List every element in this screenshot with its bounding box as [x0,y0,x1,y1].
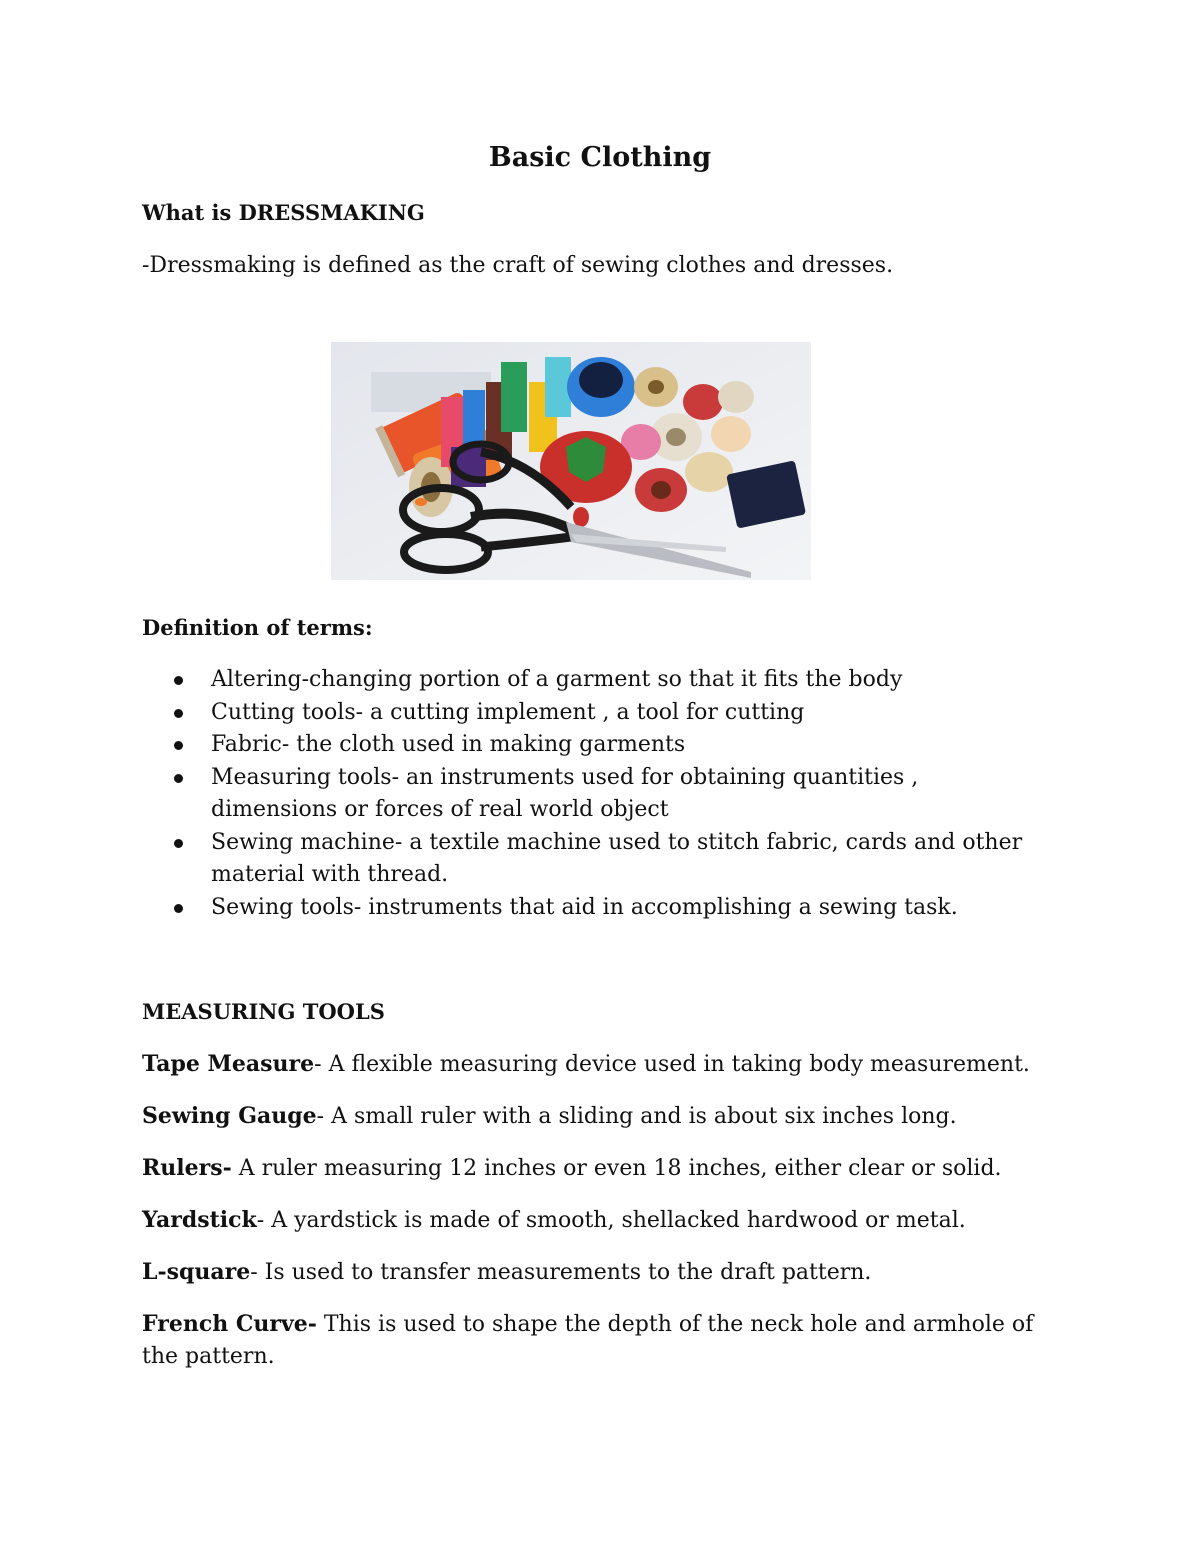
tool-entry-yardstick [142,1204,1072,1237]
tool-term: French Curve- [142,1311,317,1337]
tool-description: A ruler measuring 12 inches or even 18 inches, either clear or solid. [231,1156,1002,1181]
bullet-icon [174,839,183,848]
tool-entry-l-square [142,1256,1072,1289]
bullet-icon [174,676,183,685]
tool-entry-rulers [142,1152,1072,1185]
definition-text: Sewing tools- instruments that aid in accomplishing a sewing task. [211,894,958,920]
measuring-tools-heading: MEASURING TOOLS [142,999,385,1024]
what-text: -Dressmaking is defined as the craft of sewing clothes and dresses. [142,253,894,278]
definitions-heading: Definition of terms: [142,615,373,640]
tool-entry-sewing-gauge [142,1100,1072,1133]
list-item [142,729,1072,762]
sewing-supplies-image [331,342,811,580]
tool-term: Yardstick [142,1207,257,1233]
list-item [142,827,1072,892]
list-item [142,664,1072,697]
bullet-icon [174,904,183,913]
tool-term: Rulers- [142,1155,232,1181]
list-item [142,762,1072,827]
tool-term: Tape Measure [142,1051,315,1077]
tool-term: Sewing Gauge [142,1103,317,1129]
bullet-icon [174,709,183,718]
bullet-icon [174,741,183,750]
definition-text: Sewing machine- a textile machine used to stitch fabric, cards and other material with thread. [211,829,1023,887]
definition-text: Altering-changing portion of a garment so that it fits the body [211,667,903,692]
bullet-icon [174,774,183,783]
definition-text: Cutting tools- a cutting implement , a tool for cutting [211,699,805,725]
sewing-supplies-icon [331,342,811,580]
definitions-list [142,664,1072,924]
tool-description: - A small ruler with a sliding and is about six inches long. [316,1104,957,1129]
tool-description: - A flexible measuring device used in taking body measurement. [314,1052,1030,1077]
list-item [142,697,1072,730]
tool-term: L-square [142,1259,251,1285]
tool-description: - A yardstick is made of smooth, shellacked hardwood or metal. [256,1208,966,1233]
definition-text: Measuring tools- an instruments used for obtaining quantities , dimensions or forces of real world object [211,764,919,822]
list-item [142,892,1072,925]
what-heading: What is DRESSMAKING [142,200,425,225]
page-title: Basic Clothing [488,142,712,173]
tool-entry-french-curve [142,1308,1072,1373]
tool-description: - Is used to transfer measurements to the draft pattern. [250,1260,872,1285]
tool-description: This is used to shape the depth of the neck hole and armhole of the pattern. [142,1312,1034,1369]
tool-entry-tape-measure [142,1048,1072,1081]
definition-text: Fabric- the cloth used in making garments [211,732,686,757]
